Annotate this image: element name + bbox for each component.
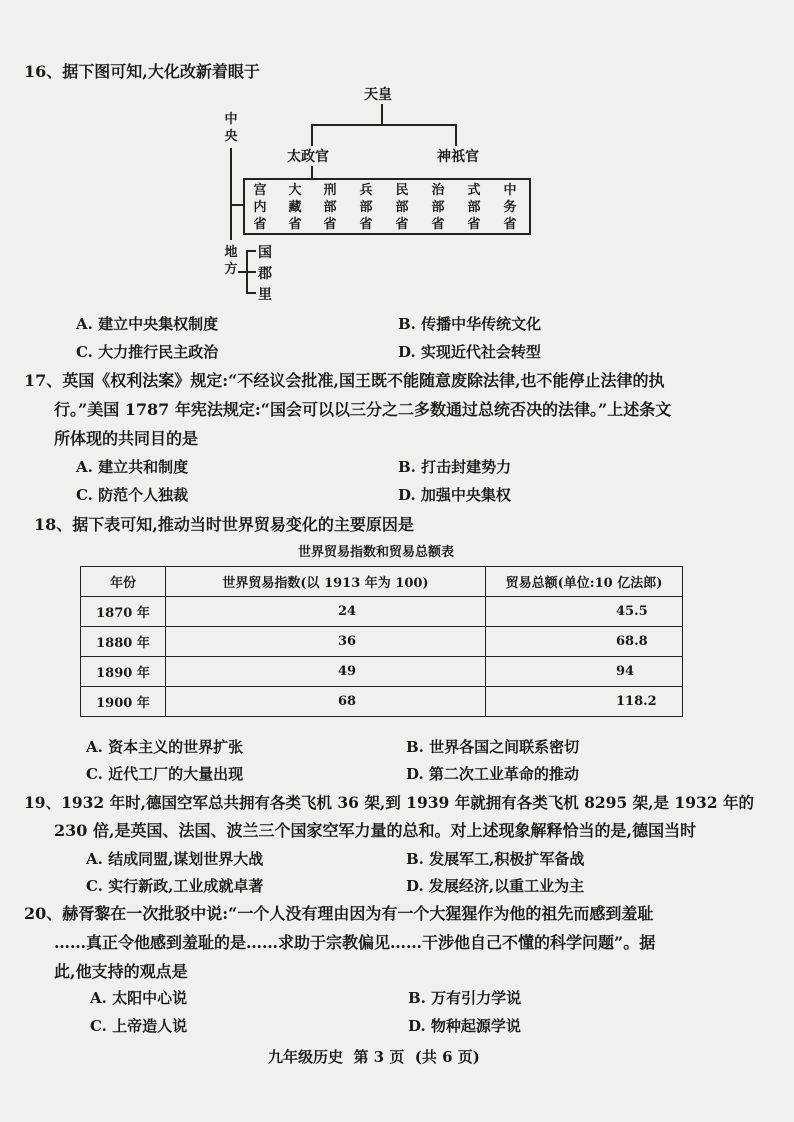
table-row	[81, 627, 683, 657]
local-level: 国	[258, 245, 272, 261]
ministry: 民部省	[395, 183, 409, 232]
diagram-local-label: 地方	[224, 245, 238, 277]
table-title: 世界贸易指数和贸易总额表	[298, 545, 455, 560]
ministry: 兵部省	[359, 183, 373, 232]
q20-stem-line: ……真正令他感到羞耻的是……求助于宗教偏见……干涉他自己不懂的科学问题”。据	[54, 933, 656, 952]
q16-option-b[interactable]: B. 传播中华传统文化	[398, 315, 542, 333]
table-cell: 118.2	[486, 687, 683, 717]
table-cell: 1890 年	[81, 657, 166, 687]
q20-option-c[interactable]: C. 上帝造人说	[90, 1017, 188, 1035]
ministry: 中务省	[503, 183, 517, 232]
ministry: 大藏省	[288, 183, 302, 232]
local-level: 里	[258, 287, 272, 303]
trade-table	[80, 566, 683, 717]
q20-option-d[interactable]: D. 物种起源学说	[408, 1017, 521, 1035]
table-row	[81, 597, 683, 627]
q20-option-b[interactable]: B. 万有引力学说	[408, 989, 522, 1007]
q19-stem-line: 19、1932 年时,德国空军总共拥有各类飞机 36 架,到 1939 年就拥有各类飞机 8295 架,是 1932 年的	[24, 793, 754, 812]
q20-stem-line: 20、赫胥黎在一次批驳中说:“一个人没有理由因为有一个大猩猩作为他的祖先而感到羞耻	[24, 904, 654, 923]
table-cell: 45.5	[486, 597, 683, 627]
table-header: 贸易总额(单位:10 亿法郎)	[486, 567, 683, 597]
table-row	[81, 687, 683, 717]
q19-option-b[interactable]: B. 发展军工,积极扩军备战	[406, 850, 585, 868]
q16-option-d[interactable]: D. 实现近代社会转型	[398, 343, 541, 361]
diagram-central-label: 中央	[224, 112, 238, 144]
table-header-row	[81, 567, 683, 597]
table-cell: 94	[486, 657, 683, 687]
q20-stem-line: 此,他支持的观点是	[54, 962, 188, 981]
q19-option-d[interactable]: D. 发展经济,以重工业为主	[406, 877, 585, 895]
table-cell: 1880 年	[81, 627, 166, 657]
table-cell: 49	[166, 657, 486, 687]
q17-stem-line: 17、英国《权利法案》规定:“不经议会批准,国王既不能随意废除法律,也不能停止法律的执	[24, 371, 665, 390]
ministry: 宫内省	[253, 183, 267, 232]
q17-stem-line: 行。”美国 1787 年宪法规定:“国会可以以三分之二多数通过总统否决的法律。”上述条文	[54, 400, 672, 419]
table-cell: 36	[166, 627, 486, 657]
ministry: 治部省	[431, 183, 445, 232]
table-cell: 1900 年	[81, 687, 166, 717]
q20-option-a[interactable]: A. 太阳中心说	[90, 989, 188, 1007]
table-cell: 68	[166, 687, 486, 717]
q16-stem: 16、据下图可知,大化改新着眼于	[24, 62, 260, 81]
table-header: 年份	[81, 567, 166, 597]
q19-option-a[interactable]: A. 结成同盟,谋划世界大战	[86, 850, 264, 868]
q17-option-a[interactable]: A. 建立共和制度	[76, 458, 189, 476]
ministry: 刑部省	[323, 183, 337, 232]
q18-option-a[interactable]: A. 资本主义的世界扩张	[86, 738, 244, 756]
table-cell: 24	[166, 597, 486, 627]
table-cell: 68.8	[486, 627, 683, 657]
table-cell: 1870 年	[81, 597, 166, 627]
table-header: 世界贸易指数(以 1913 年为 100)	[166, 567, 486, 597]
page-footer: 九年级历史 第 3 页 (共 6 页)	[268, 1048, 480, 1066]
q18-option-b[interactable]: B. 世界各国之间联系密切	[406, 738, 580, 756]
q18-option-c[interactable]: C. 近代工厂的大量出现	[86, 765, 244, 783]
q18-stem: 18、据下表可知,推动当时世界贸易变化的主要原因是	[34, 515, 414, 534]
q17-option-d[interactable]: D. 加强中央集权	[398, 486, 511, 504]
local-level: 郡	[258, 266, 272, 282]
table-row	[81, 657, 683, 687]
q17-option-c[interactable]: C. 防范个人独裁	[76, 486, 189, 504]
q16-option-a[interactable]: A. 建立中央集权制度	[76, 315, 219, 333]
q16-option-c[interactable]: C. 大力推行民主政治	[76, 343, 219, 361]
diagram-daijokan: 太政官	[287, 149, 329, 165]
diagram-emperor: 天皇	[364, 87, 392, 103]
q18-option-d[interactable]: D. 第二次工业革命的推动	[406, 765, 579, 783]
q19-stem-line: 230 倍,是英国、法国、波兰三个国家空军力量的总和。对上述现象解释恰当的是,德国当时	[54, 821, 697, 840]
diagram-jingikan: 神祇官	[437, 149, 479, 165]
q19-option-c[interactable]: C. 实行新政,工业成就卓著	[86, 877, 264, 895]
q17-option-b[interactable]: B. 打击封建势力	[398, 458, 512, 476]
q17-stem-line: 所体现的共同目的是	[54, 429, 199, 448]
ministry: 式部省	[467, 183, 481, 232]
